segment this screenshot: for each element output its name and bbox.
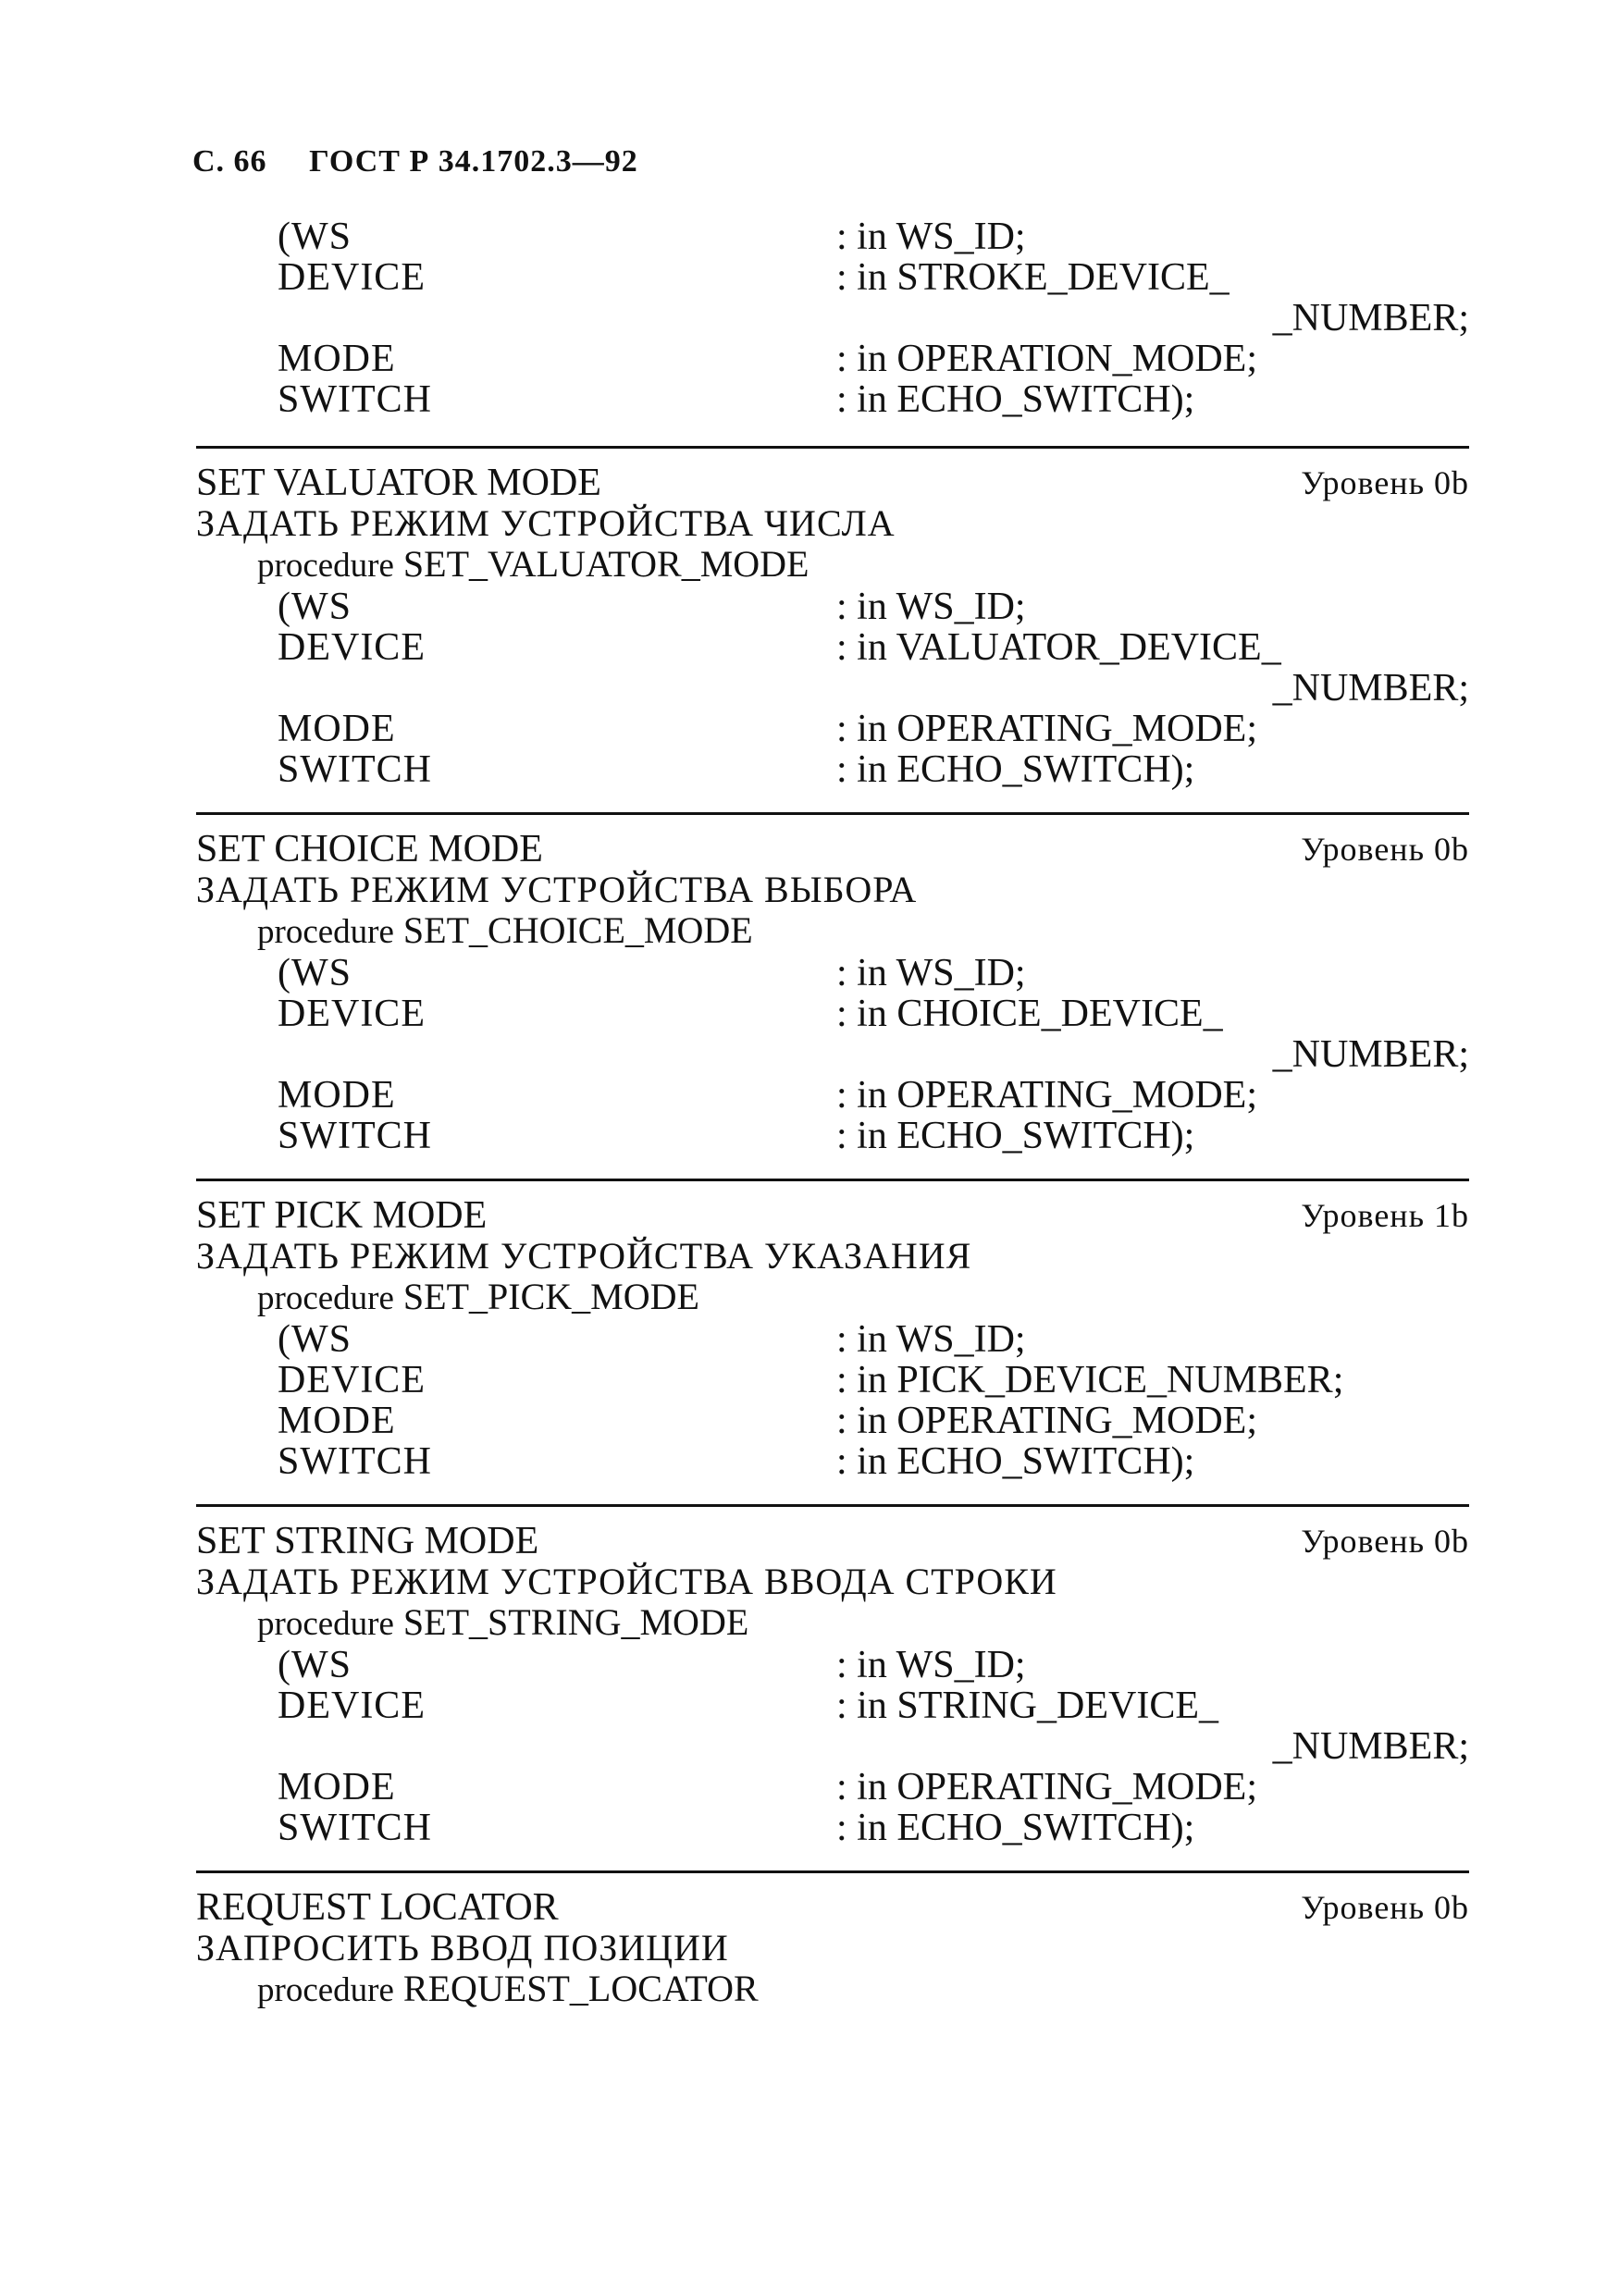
param-type: : in WS_ID; bbox=[836, 1644, 1026, 1686]
param-type: _NUMBER; bbox=[1272, 297, 1469, 339]
param-type: : in OPERATING_MODE; bbox=[836, 708, 1258, 750]
param-name: DEVICE bbox=[278, 256, 426, 299]
param-row bbox=[196, 339, 1469, 379]
section-title-row bbox=[196, 1521, 1469, 1562]
param-type: : in OPERATION_MODE; bbox=[836, 338, 1258, 380]
procedure-keyword: procedure bbox=[257, 913, 394, 951]
divider bbox=[196, 446, 1469, 449]
param-name: MODE bbox=[278, 1074, 396, 1117]
param-row bbox=[196, 749, 1469, 790]
param-row-continuation bbox=[196, 668, 1469, 709]
divider bbox=[196, 1870, 1469, 1873]
param-row bbox=[196, 257, 1469, 298]
section-title-row bbox=[196, 829, 1469, 870]
param-name: DEVICE bbox=[278, 1359, 426, 1401]
section-title: SET CHOICE MODE bbox=[196, 828, 543, 870]
procedure-line bbox=[196, 910, 1469, 953]
section-set-pick-mode bbox=[196, 1195, 1469, 1482]
param-list bbox=[196, 1319, 1469, 1482]
section-title: SET VALUATOR MODE bbox=[196, 462, 601, 504]
param-type: : in ECHO_SWITCH); bbox=[836, 748, 1195, 791]
level-label: Уровень 0b bbox=[1301, 1523, 1469, 1560]
param-name: (WS bbox=[278, 216, 352, 258]
param-row bbox=[196, 216, 1469, 257]
param-name: (WS bbox=[278, 952, 352, 994]
param-row bbox=[196, 586, 1469, 627]
param-name: MODE bbox=[278, 338, 396, 380]
procedure-line bbox=[196, 1602, 1469, 1645]
param-row bbox=[196, 1116, 1469, 1156]
param-name: SWITCH bbox=[278, 1440, 432, 1483]
procedure-keyword: procedure bbox=[257, 1605, 394, 1643]
param-name: SWITCH bbox=[278, 378, 432, 421]
param-name: DEVICE bbox=[278, 993, 426, 1035]
param-row bbox=[196, 1319, 1469, 1360]
param-type: : in CHOICE_DEVICE_ bbox=[836, 993, 1223, 1035]
param-type: _NUMBER; bbox=[1272, 1033, 1469, 1076]
param-type: : in WS_ID; bbox=[836, 952, 1026, 994]
section-ru-title: ЗАДАТЬ РЕЖИМ УСТРОЙСТВА ЧИСЛА bbox=[196, 502, 896, 544]
procedure-keyword: procedure bbox=[257, 1971, 394, 2009]
param-list bbox=[196, 1645, 1469, 1848]
param-name: SWITCH bbox=[278, 748, 432, 791]
section-set-string-mode bbox=[196, 1521, 1469, 1848]
divider bbox=[196, 1504, 1469, 1507]
param-list bbox=[196, 586, 1469, 790]
param-row bbox=[196, 994, 1469, 1034]
level-label: Уровень 0b bbox=[1301, 831, 1469, 868]
top-params bbox=[196, 216, 1469, 420]
param-type: : in STROKE_DEVICE_ bbox=[836, 256, 1230, 299]
procedure-name: REQUEST_LOCATOR bbox=[402, 1968, 759, 2009]
param-row-continuation bbox=[196, 298, 1469, 339]
param-type: : in ECHO_SWITCH); bbox=[836, 1115, 1195, 1157]
param-name: SWITCH bbox=[278, 1115, 432, 1157]
param-type: : in ECHO_SWITCH); bbox=[836, 378, 1195, 421]
standard-designation: ГОСТ Р 34.1702.3—92 bbox=[309, 144, 638, 179]
procedure-name: SET_VALUATOR_MODE bbox=[402, 543, 810, 585]
param-row bbox=[196, 1808, 1469, 1848]
page-number: С. 66 bbox=[192, 144, 267, 179]
divider bbox=[196, 812, 1469, 815]
section-ru-title: ЗАПРОСИТЬ ВВОД ПОЗИЦИИ bbox=[196, 1927, 729, 1969]
param-name: DEVICE bbox=[278, 1685, 426, 1727]
procedure-keyword: procedure bbox=[257, 547, 394, 585]
param-name: SWITCH bbox=[278, 1807, 432, 1849]
param-row bbox=[196, 627, 1469, 668]
param-row bbox=[196, 1360, 1469, 1401]
section-title: SET STRING MODE bbox=[196, 1520, 539, 1562]
param-row bbox=[196, 379, 1469, 420]
level-label: Уровень 1b bbox=[1301, 1197, 1469, 1234]
procedure-name: SET_STRING_MODE bbox=[402, 1601, 749, 1643]
param-name: DEVICE bbox=[278, 626, 426, 669]
param-name: (WS bbox=[278, 1318, 352, 1361]
param-name: (WS bbox=[278, 586, 352, 628]
param-type: : in VALUATOR_DEVICE_ bbox=[836, 626, 1281, 669]
param-name: MODE bbox=[278, 1400, 396, 1442]
param-row bbox=[196, 1767, 1469, 1808]
param-row bbox=[196, 1645, 1469, 1685]
param-row bbox=[196, 953, 1469, 994]
param-row bbox=[196, 1441, 1469, 1482]
param-type: : in WS_ID; bbox=[836, 1318, 1026, 1361]
procedure-line bbox=[196, 544, 1469, 586]
section-ru-title: ЗАДАТЬ РЕЖИМ УСТРОЙСТВА ВВОДА СТРОКИ bbox=[196, 1561, 1057, 1602]
param-type: : in STRING_DEVICE_ bbox=[836, 1685, 1218, 1727]
param-type: _NUMBER; bbox=[1272, 667, 1469, 710]
param-type: : in WS_ID; bbox=[836, 586, 1026, 628]
param-name: MODE bbox=[278, 1766, 396, 1808]
section-title-row bbox=[196, 1887, 1469, 1928]
page-header bbox=[192, 144, 638, 179]
section-title: REQUEST LOCATOR bbox=[196, 1886, 559, 1929]
level-label: Уровень 0b bbox=[1301, 1889, 1469, 1926]
param-list bbox=[196, 953, 1469, 1156]
param-name: MODE bbox=[278, 708, 396, 750]
section-request-locator bbox=[196, 1887, 1469, 2011]
param-row bbox=[196, 709, 1469, 749]
section-title: SET PICK MODE bbox=[196, 1194, 488, 1237]
param-type: : in PICK_DEVICE_NUMBER; bbox=[836, 1359, 1344, 1401]
section-title-row bbox=[196, 1195, 1469, 1236]
param-type: : in ECHO_SWITCH); bbox=[836, 1807, 1195, 1849]
section-ru-title: ЗАДАТЬ РЕЖИМ УСТРОЙСТВА ВЫБОРА bbox=[196, 869, 918, 910]
param-row bbox=[196, 1075, 1469, 1116]
param-type: : in ECHO_SWITCH); bbox=[836, 1440, 1195, 1483]
procedure-line bbox=[196, 1277, 1469, 1319]
param-type: : in OPERATING_MODE; bbox=[836, 1074, 1258, 1117]
section-set-choice-mode bbox=[196, 829, 1469, 1156]
procedure-name: SET_PICK_MODE bbox=[402, 1276, 699, 1317]
param-name: (WS bbox=[278, 1644, 352, 1686]
param-type: : in OPERATING_MODE; bbox=[836, 1400, 1258, 1442]
param-type: _NUMBER; bbox=[1272, 1725, 1469, 1768]
param-type: : in OPERATING_MODE; bbox=[836, 1766, 1258, 1808]
divider bbox=[196, 1179, 1469, 1181]
procedure-keyword: procedure bbox=[257, 1279, 394, 1317]
level-label: Уровень 0b bbox=[1301, 464, 1469, 501]
param-type: : in WS_ID; bbox=[836, 216, 1026, 258]
section-set-valuator-mode bbox=[196, 463, 1469, 790]
param-row bbox=[196, 1685, 1469, 1726]
param-row bbox=[196, 1401, 1469, 1441]
section-ru-title: ЗАДАТЬ РЕЖИМ УСТРОЙСТВА УКАЗАНИЯ bbox=[196, 1235, 972, 1277]
procedure-line bbox=[196, 1969, 1469, 2011]
section-title-row bbox=[196, 463, 1469, 503]
procedure-name: SET_CHOICE_MODE bbox=[402, 909, 753, 951]
param-row-continuation bbox=[196, 1034, 1469, 1075]
param-row-continuation bbox=[196, 1726, 1469, 1767]
